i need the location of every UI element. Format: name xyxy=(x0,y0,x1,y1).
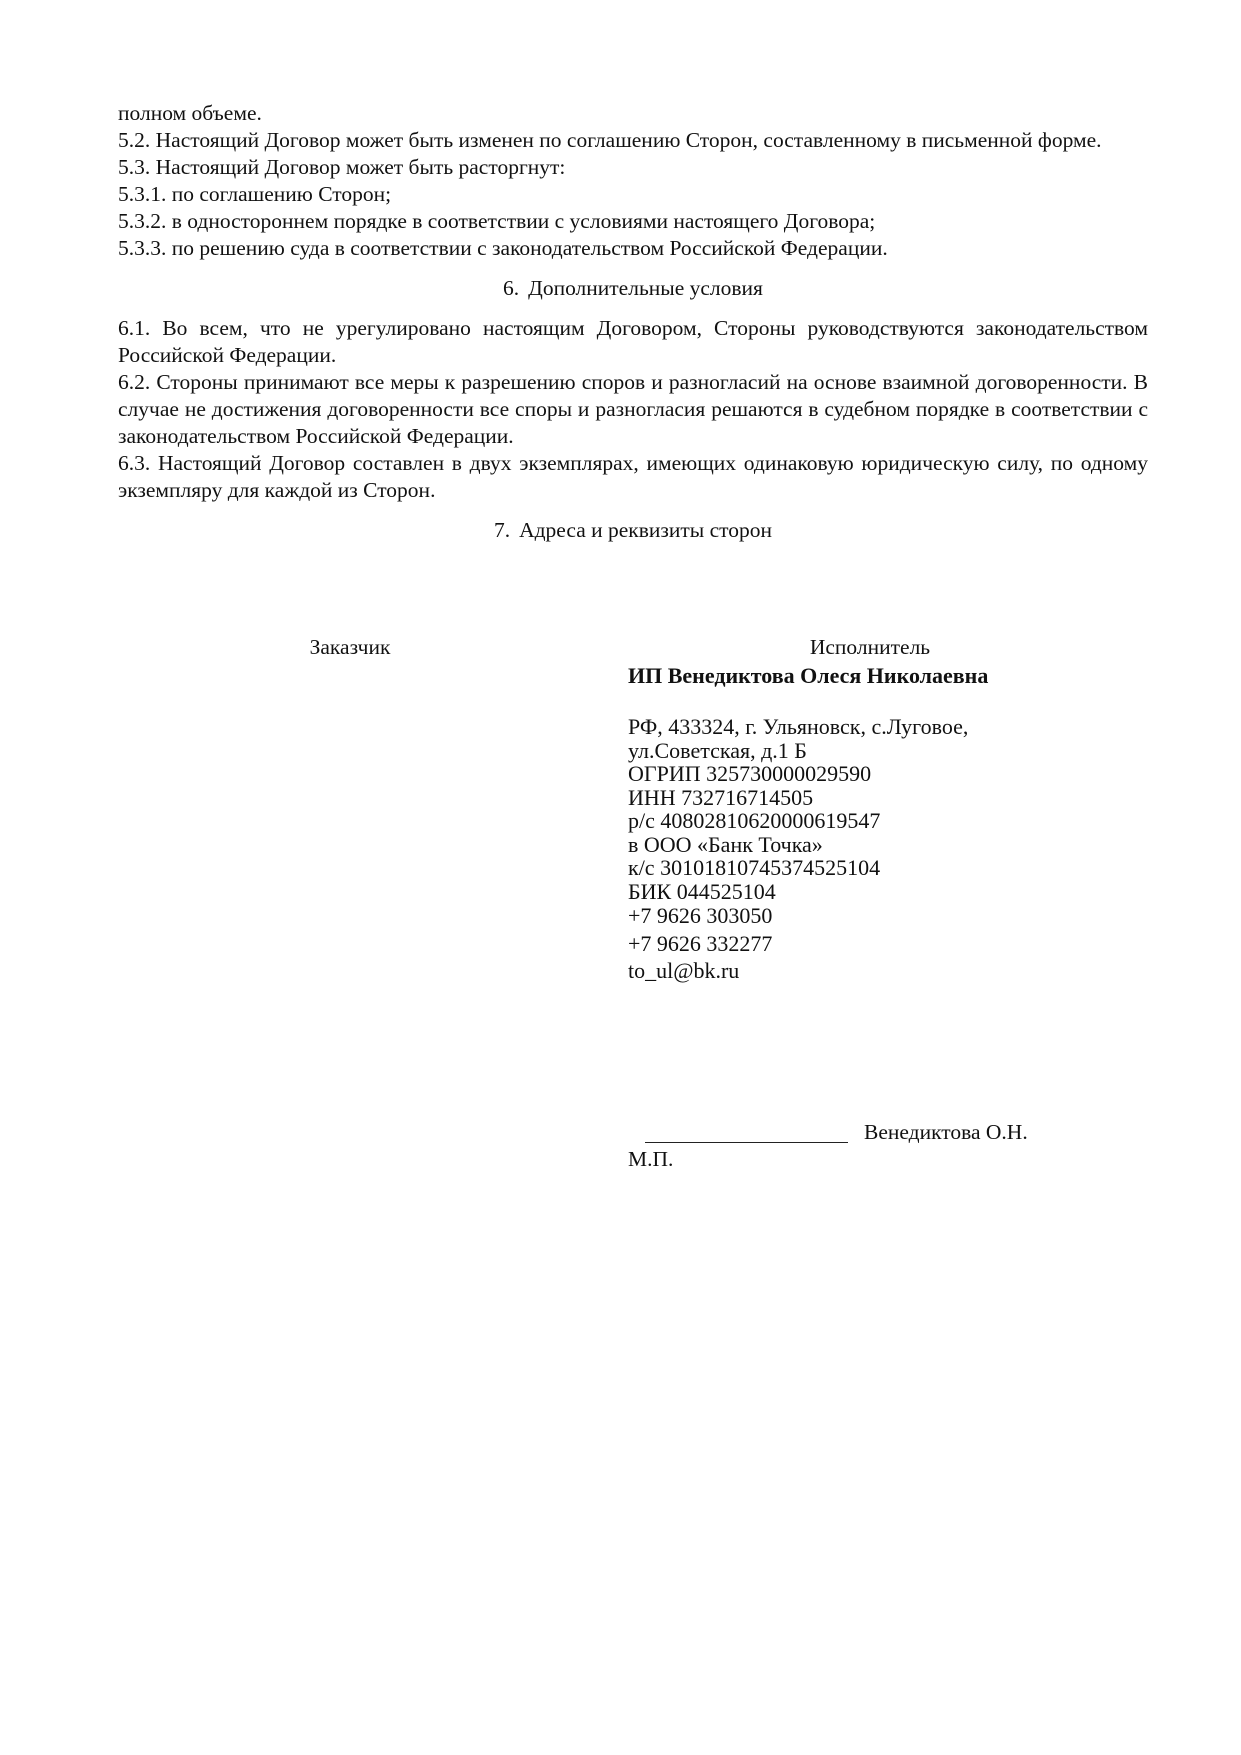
email: to_ul@bk.ru xyxy=(628,958,740,983)
text-line: полном объеме. xyxy=(118,101,262,125)
customer-title: Заказчик xyxy=(309,635,391,659)
phone-2: +7 9626 332277 xyxy=(628,930,773,956)
executor-contacts xyxy=(628,902,772,985)
phone-1: +7 9626 303050 xyxy=(628,903,773,928)
clause-5-3-2: 5.3.2. в одностороннем порядке в соответствии с условиями настоящего Договора; xyxy=(118,209,876,233)
section-7-number: 7. xyxy=(493,518,511,542)
bank-name: в ООО «Банк Точка» xyxy=(628,831,823,857)
signer-name: Венедиктова О.Н. xyxy=(864,1120,1028,1144)
section-6-number: 6. xyxy=(503,276,520,300)
section-6-heading xyxy=(118,275,1148,302)
clause-6-1: 6.1. Во всем, что не урегулировано настоящим Договором, Стороны руководствуются законодательством Российской Федерации. xyxy=(118,316,1148,367)
bank-account: р/с 40802810620000619547 xyxy=(628,808,881,833)
executor-name: ИП Венедиктова Олеся Николаевна xyxy=(628,663,989,688)
inn: ИНН 732716714505 xyxy=(628,784,814,810)
clause-5-3-3: 5.3.3. по решению суда в соответствии с законодательством Российской Федерации. xyxy=(118,236,888,260)
bik: БИК 044525104 xyxy=(628,878,776,904)
executor-title: Исполнитель xyxy=(809,635,931,659)
section-7-heading xyxy=(118,517,1148,544)
executor-requisites xyxy=(628,715,968,903)
stamp-place: М.П. xyxy=(628,1147,674,1171)
clause-5-3: 5.3. Настоящий Договор может быть расторгнут: xyxy=(118,155,566,179)
section-6-title: Дополнительные условия xyxy=(528,276,763,300)
clause-5-2: 5.2. Настоящий Договор может быть изменен по соглашению Сторон, составленному в письменной форме. xyxy=(118,128,1102,152)
signature-line xyxy=(645,1142,848,1143)
clause-6-3: 6.3. Настоящий Договор составлен в двух экземплярах, имеющих одинаковую юридическую силу, по одному экземпляру для каждой из Сторон. xyxy=(118,451,1148,502)
section-7-title: Адреса и реквизиты сторон xyxy=(519,518,773,542)
address-line-2: ул.Советская, д.1 Б xyxy=(628,737,807,763)
clause-5-3-1: 5.3.1. по соглашению Сторон; xyxy=(118,182,392,206)
ogrip: ОГРИП 325730000029590 xyxy=(628,761,872,786)
correspondent-account: к/с 30101810745374525104 xyxy=(628,855,881,880)
address-line-1: РФ, 433324, г. Ульяновск, с.Луговое, xyxy=(628,714,969,739)
contract-body xyxy=(118,100,1148,544)
clause-6-2: 6.2. Стороны принимают все меры к разрешению споров и разногласий на основе взаимной договоренности. В случае не достижения договоренности все споры и разногласия решаются в судебном порядке в соответствии с законодательством Российской Федерации. xyxy=(118,370,1148,448)
